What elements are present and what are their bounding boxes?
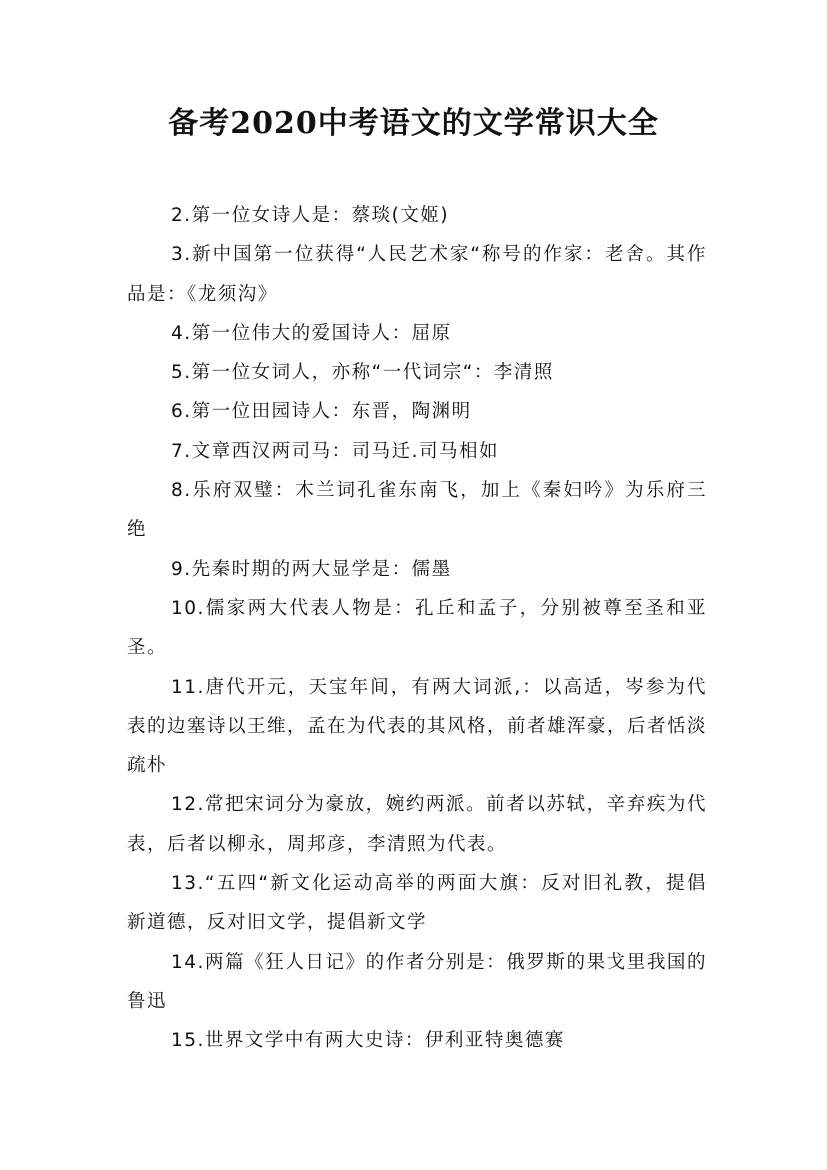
paragraph-11: 11.唐代开元，天宝年间，有两大词派,：以高适，岑参为代表的边塞诗以王维，孟在为代表的其风格，前者雄浑豪，后者恬淡疏朴	[127, 676, 708, 777]
paragraph-13: 13.“五四“新文化运动高举的两面大旗：反对旧礼教，提倡新道德，反对旧文学，提倡新文学	[127, 873, 707, 934]
paragraph-12: 12.常把宋词分为豪放，婉约两派。前者以苏轼，辛弃疾为代表，后者以柳永，周邦彦，李清照为代表。	[127, 794, 707, 855]
paragraph-8: 8.乐府双璧：木兰词孔雀东南飞，加上《秦妇吟》为乐府三绝	[127, 480, 707, 541]
paragraph-5: 5.第一位女词人，亦称“一代词宗“：李清照	[171, 362, 554, 384]
paragraph-7: 7.文章西汉两司马：司马迁.司马相如	[171, 440, 500, 462]
paragraph-15: 15.世界文学中有两大史诗：伊利亚特奥德赛	[171, 1030, 565, 1052]
document-title: 备考2020中考语文的文学常识大全	[168, 106, 659, 141]
paragraph-9: 9.先秦时期的两大显学是：儒墨	[171, 558, 452, 580]
paragraph-14: 14.两篇《狂人日记》的作者分别是：俄罗斯的果戈里我国的鲁迅	[127, 951, 707, 1012]
paragraph-4: 4.第一位伟大的爱国诗人：屈原	[171, 322, 452, 344]
paragraph-10: 10.儒家两大代表人物是：孔丘和孟子，分别被尊至圣和亚圣。	[127, 597, 707, 659]
paragraph-3: 3.新中国第一位获得“人民艺术家“称号的作家：老舍。其作品是：《龙须沟》	[127, 244, 707, 305]
document-body	[127, 196, 707, 1061]
paragraph-6: 6.第一位田园诗人：东晋，陶渊明	[171, 401, 472, 423]
paragraph-2: 2.第一位女诗人是：蔡琰(文姬)	[171, 205, 450, 226]
